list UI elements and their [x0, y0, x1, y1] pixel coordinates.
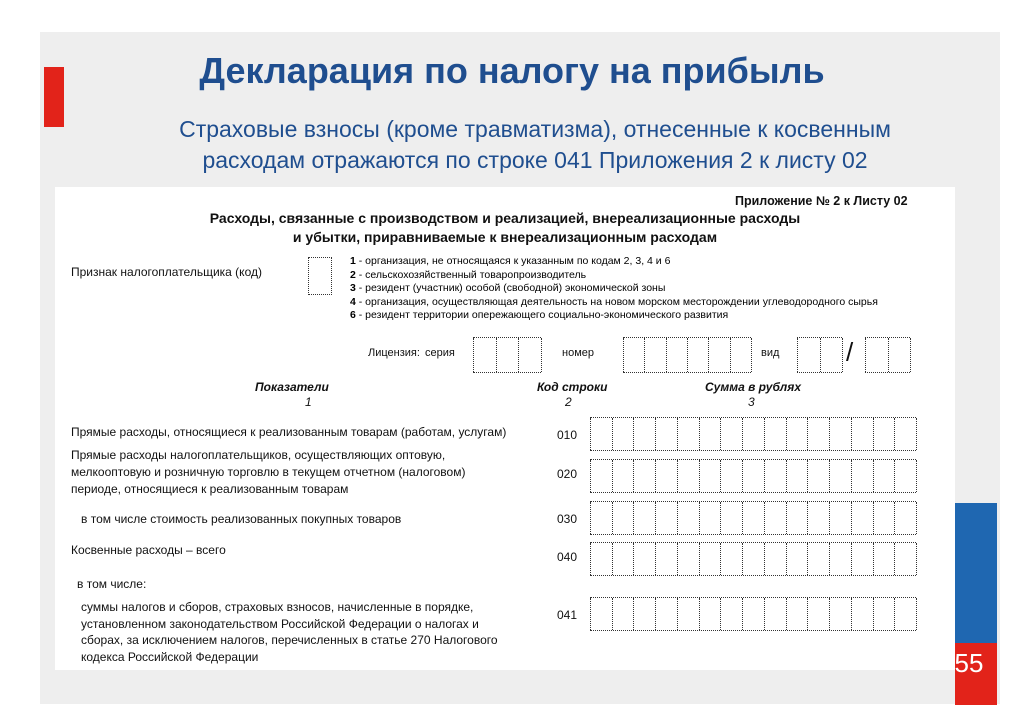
- slide-title: Декларация по налогу на прибыль: [199, 50, 825, 91]
- license-number-box[interactable]: [623, 337, 751, 373]
- cell-divider: [873, 598, 874, 630]
- cell-divider: [894, 543, 895, 575]
- row-040-amount-field[interactable]: [590, 542, 916, 576]
- row-040-label: Косвенные расходы – всего: [71, 543, 226, 557]
- code-item-4: 4 - организация, осуществляющая деятельность на новом морском месторождении углеводородного сырья: [350, 295, 878, 308]
- cell-divider: [786, 598, 787, 630]
- cell-divider: [829, 543, 830, 575]
- declaration-form: [55, 187, 955, 670]
- row-030-code: 030: [557, 512, 578, 526]
- column-indicators-number: 1: [305, 395, 312, 409]
- cell-divider: [894, 502, 895, 534]
- row-010-amount-field[interactable]: [590, 417, 916, 451]
- cell-divider: [742, 598, 743, 630]
- cell-divider: [473, 338, 474, 372]
- cell-divider: [916, 543, 917, 575]
- cell-divider: [699, 598, 700, 630]
- cell-divider: [720, 598, 721, 630]
- cell-divider: [764, 502, 765, 534]
- cell-divider: [708, 338, 709, 372]
- cell-divider: [720, 543, 721, 575]
- form-heading-line-2: и убытки, приравниваемые к внереализационным расходам: [292, 229, 718, 245]
- cell-divider: [916, 598, 917, 630]
- row-041-amount-field[interactable]: [590, 597, 916, 631]
- column-code-header: Код строки: [537, 380, 608, 394]
- cell-divider: [894, 598, 895, 630]
- license-series-box[interactable]: [473, 337, 541, 373]
- cell-divider: [720, 460, 721, 492]
- cell-divider: [687, 338, 688, 372]
- cell-divider: [666, 338, 667, 372]
- cell-divider: [633, 598, 634, 630]
- license-number-label: номер: [562, 347, 594, 359]
- code-item-3: 3 - резидент (участник) особой (свободной) экономической зоны: [350, 282, 666, 295]
- cell-divider: [764, 460, 765, 492]
- cell-divider: [873, 460, 874, 492]
- cell-divider: [910, 338, 911, 372]
- cell-divider: [633, 502, 634, 534]
- cell-divider: [677, 502, 678, 534]
- row-010-code: 010: [557, 428, 578, 442]
- row-030-amount-field[interactable]: [590, 501, 916, 535]
- subtitle-line-1: Страховые взносы (кроме травматизма), отнесенные к косвенным: [179, 116, 891, 142]
- cell-divider: [699, 460, 700, 492]
- cell-divider: [851, 418, 852, 450]
- cell-divider: [541, 338, 542, 372]
- cell-divider: [699, 543, 700, 575]
- cell-divider: [699, 418, 700, 450]
- cell-divider: [829, 460, 830, 492]
- slide-subtitle: [80, 114, 990, 176]
- cell-divider: [677, 598, 678, 630]
- cell-divider: [623, 338, 624, 372]
- row-040-code: 040: [557, 550, 578, 564]
- cell-divider: [518, 338, 519, 372]
- cell-divider: [829, 598, 830, 630]
- cell-divider: [851, 460, 852, 492]
- cell-divider: [807, 598, 808, 630]
- column-indicators-header: Показатели: [255, 380, 329, 394]
- cell-divider: [873, 543, 874, 575]
- cell-divider: [644, 338, 645, 372]
- column-code-number: 2: [565, 395, 572, 409]
- cell-divider: [655, 460, 656, 492]
- row-020-amount-field[interactable]: [590, 459, 916, 493]
- cell-divider: [612, 543, 613, 575]
- cell-divider: [612, 460, 613, 492]
- license-label: Лицензия:: [368, 347, 420, 359]
- cell-divider: [851, 543, 852, 575]
- license-series-label: серия: [425, 347, 455, 359]
- cell-divider: [851, 598, 852, 630]
- cell-divider: [829, 418, 830, 450]
- row-041-code: 041: [557, 608, 578, 622]
- column-amount-header: Сумма в рублях: [705, 380, 801, 394]
- cell-divider: [496, 338, 497, 372]
- cell-divider: [786, 543, 787, 575]
- row-including-label: в том числе:: [77, 577, 147, 591]
- cell-divider: [677, 543, 678, 575]
- cell-divider: [742, 418, 743, 450]
- cell-divider: [888, 338, 889, 372]
- cell-divider: [797, 338, 798, 372]
- taxpayer-sign-box[interactable]: [308, 257, 332, 295]
- cell-divider: [590, 543, 591, 575]
- appendix-label: Приложение № 2 к Листу 02: [735, 194, 908, 208]
- cell-divider: [590, 418, 591, 450]
- cell-divider: [730, 338, 731, 372]
- cell-divider: [720, 418, 721, 450]
- row-030-label: в том числе стоимость реализованных покупных товаров: [81, 512, 402, 526]
- cell-divider: [894, 460, 895, 492]
- cell-divider: [916, 460, 917, 492]
- row-020-code: 020: [557, 467, 578, 481]
- cell-divider: [742, 543, 743, 575]
- cell-divider: [677, 418, 678, 450]
- license-type-box-2[interactable]: [865, 337, 910, 373]
- code-item-1: 1 - организация, не относящаяся к указанным по кодам 2, 3, 4 и 6: [350, 255, 671, 267]
- cell-divider: [655, 543, 656, 575]
- cell-divider: [590, 460, 591, 492]
- code-item-6: 6 - резидент территории опережающего социально-экономического развития: [350, 309, 729, 322]
- cell-divider: [807, 460, 808, 492]
- cell-divider: [873, 502, 874, 534]
- cell-divider: [916, 418, 917, 450]
- cell-divider: [742, 502, 743, 534]
- cell-divider: [764, 598, 765, 630]
- column-amount-number: 3: [748, 395, 755, 409]
- cell-divider: [720, 502, 721, 534]
- row-020-label: Прямые расходы налогоплательщиков, осуществляющих оптовую, мелкооптовую и розничную торговлю в текущем отчетном (налоговом) периоде, относящиеся к реализованным товарам: [71, 448, 466, 496]
- cell-divider: [751, 338, 752, 372]
- cell-divider: [865, 338, 866, 372]
- cell-divider: [807, 418, 808, 450]
- cell-divider: [764, 418, 765, 450]
- license-type-slash: /: [846, 337, 854, 367]
- cell-divider: [633, 460, 634, 492]
- cell-divider: [820, 338, 821, 372]
- cell-divider: [851, 502, 852, 534]
- license-type-label: вид: [761, 347, 780, 359]
- cell-divider: [633, 418, 634, 450]
- cell-divider: [655, 598, 656, 630]
- row-041-label: суммы налогов и сборов, страховых взносов, начисленные в порядке, установленном законодательством Российской Федерации о налогах и сборах, за исключением налогов, перечисленных в статье 270 Налогового кодекса Российской Федерации: [81, 600, 498, 664]
- cell-divider: [590, 502, 591, 534]
- cell-divider: [916, 502, 917, 534]
- cell-divider: [677, 460, 678, 492]
- cell-divider: [764, 543, 765, 575]
- cell-divider: [742, 460, 743, 492]
- cell-divider: [786, 502, 787, 534]
- taxpayer-sign-label: Признак налогоплательщика (код): [71, 265, 262, 279]
- cell-divider: [786, 460, 787, 492]
- cell-divider: [699, 502, 700, 534]
- cell-divider: [807, 543, 808, 575]
- cell-divider: [894, 418, 895, 450]
- taxpayer-codes-list: [350, 255, 878, 323]
- cell-divider: [590, 598, 591, 630]
- cell-divider: [612, 598, 613, 630]
- cell-divider: [786, 418, 787, 450]
- cell-divider: [655, 502, 656, 534]
- cell-divider: [842, 338, 843, 372]
- cell-divider: [612, 502, 613, 534]
- side-accent-blue: [955, 503, 997, 643]
- cell-divider: [612, 418, 613, 450]
- cell-divider: [873, 418, 874, 450]
- cell-divider: [633, 543, 634, 575]
- subtitle-line-2: расходам отражаются по строке 041 Приложения 2 к листу 02: [202, 147, 868, 173]
- cell-divider: [829, 502, 830, 534]
- license-type-box-1[interactable]: [797, 337, 842, 373]
- cell-divider: [655, 418, 656, 450]
- row-010-label: Прямые расходы, относящиеся к реализованным товарам (работам, услугам): [71, 425, 507, 439]
- cell-divider: [807, 502, 808, 534]
- code-item-2: 2 - сельскохозяйственный товаропроизводитель: [350, 268, 587, 281]
- page-number: 55: [954, 648, 984, 678]
- form-heading-line-1: Расходы, связанные с производством и реализацией, внереализационные расходы: [209, 210, 801, 226]
